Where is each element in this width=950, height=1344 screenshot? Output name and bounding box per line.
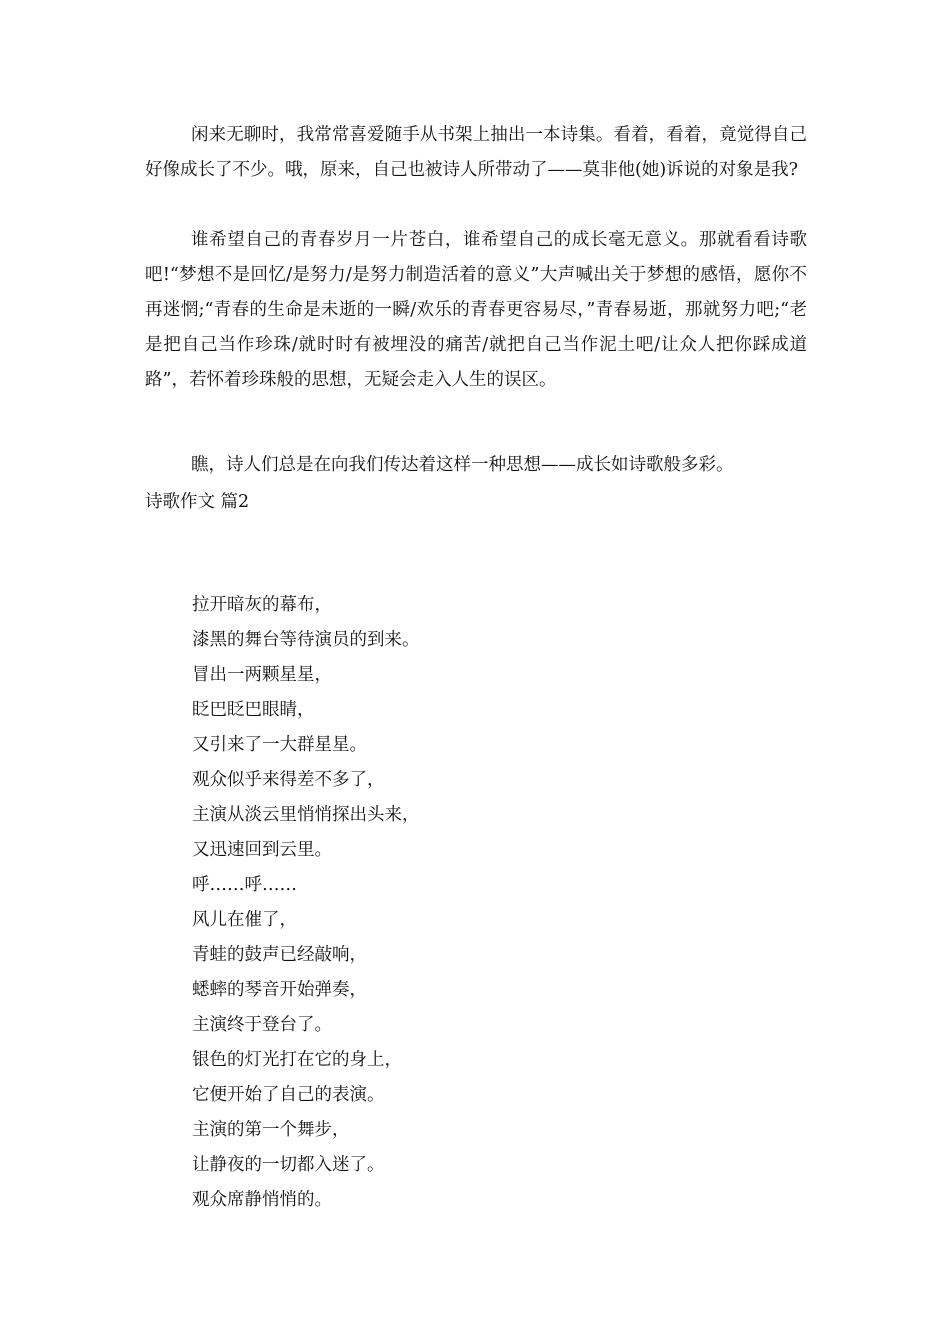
poem-line: 拉开暗灰的幕布， [192, 595, 332, 615]
poem [192, 588, 420, 1218]
poem-line: 青蛙的鼓声已经敲响， [192, 945, 367, 965]
poem-line: 让静夜的一切都入迷了。 [192, 1155, 385, 1175]
poem-line: 风儿在催了， [192, 910, 297, 930]
poem-line: 它便开始了自己的表演。 [192, 1085, 385, 1105]
poem-line: 主演从淡云里悄悄探出头来， [192, 805, 420, 825]
poem-line: 主演的第一个舞步， [192, 1120, 350, 1140]
poem-line: 观众似乎来得差不多了， [192, 770, 385, 790]
paragraph-3: 瞧，诗人们总是在向我们传达着这样一种思想——成长如诗歌般多彩。 [191, 455, 734, 475]
poem-line: 又引来了一大群星星。 [192, 735, 367, 755]
poem-line: 主演终于登台了。 [192, 1015, 332, 1035]
poem-line: 银色的灯光打在它的身上， [192, 1050, 402, 1070]
poem-line: 漆黑的舞台等待演员的到来。 [192, 630, 420, 650]
paragraph-1: 闲来无聊时，我常常喜爱随手从书架上抽出一本诗集。看着，看着，竟觉得自己好像成长了不少。哦，原来，自己也被诗人所带动了——莫非他(她)诉说的对象是我? [145, 125, 807, 180]
poem-line: 观众席静悄悄的。 [192, 1190, 332, 1210]
poem-line: 冒出一两颗星星， [192, 665, 332, 685]
poem-line: 蟋蟀的琴音开始弹奏， [192, 980, 367, 1000]
poem-line: 眨巴眨巴眼睛， [192, 700, 315, 720]
poem-line: 又迅速回到云里。 [192, 840, 332, 860]
section-heading: 诗歌作文 篇2 [145, 492, 250, 512]
poem-line: 呼……呼…… [192, 875, 297, 895]
paragraph-2: 谁希望自己的青春岁月一片苍白，谁希望自己的成长毫无意义。那就看看诗歌吧!“梦想不是回忆/是努力/是努力制造活着的意义”大声喊出关于梦想的感悟，愿你不再迷惘;“青春的生命是未逝的一瞬/欢乐的青春更容易尽，”青春易逝，那就努力吧;“老是把自己当作珍珠/就时时有被埋没的痛苦/就把自己当作泥土吧/让众人把你踩成道路”，若怀着珍珠般的思想，无疑会走入人生的误区。 [145, 230, 807, 390]
